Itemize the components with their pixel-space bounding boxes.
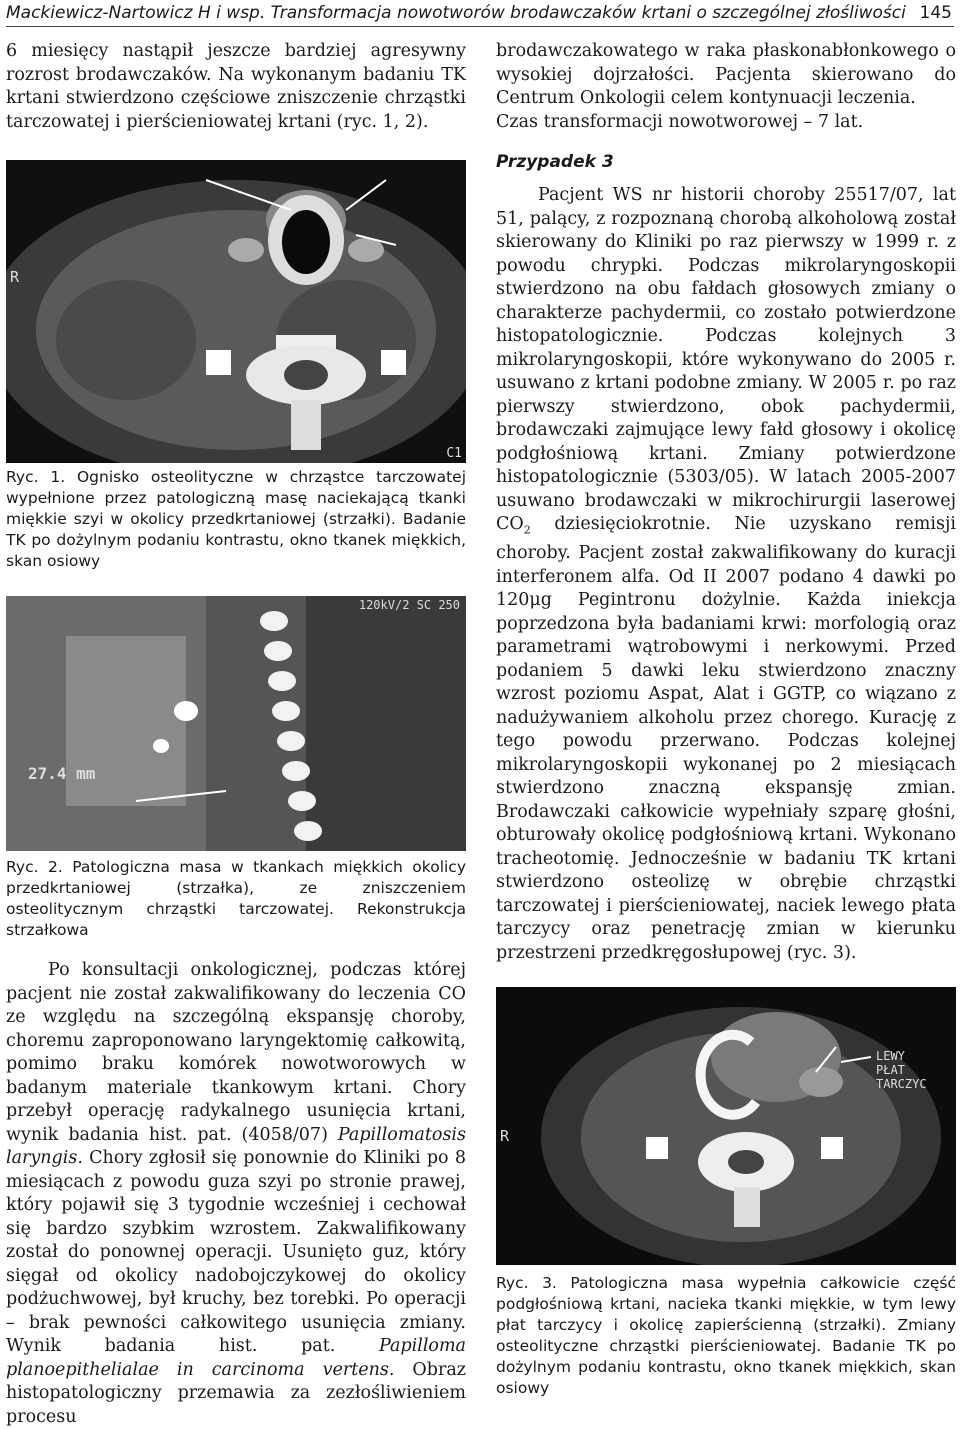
- figure-2-caption: Ryc. 2. Patologiczna masa w tkankach miękkich okolicy przedkrtaniowej (strzałka), ze zniszczeniem osteolitycznym chrząstki tarczowatej. Rekonstrukcja strzałkowa: [6, 858, 466, 939]
- italic-diagnosis-1: Papillomatosis laryngis: [6, 1124, 466, 1168]
- ct-reconstruction-image: [6, 596, 466, 851]
- anatomy-label-1: LEWY: [876, 1049, 905, 1063]
- subscript: 2: [523, 523, 531, 537]
- figure-1-caption: Ryc. 1. Ognisko osteolityczne w chrząstce tarczowatej wypełnione przez patologiczną masę naciekającą tkanki miękkie szyi w okolicy przedkrtaniowej (strzałki). Badanie TK po dożylnym podaniu kontrastu, okno tkanek miękkich, skan osiowy: [6, 468, 466, 570]
- left-body-paragraph: [6, 959, 466, 1429]
- figure-3-ct-axial: [496, 987, 956, 1265]
- italic-diagnosis-2: Papilloma planoepithelialae in carcinoma vertens: [6, 1336, 466, 1380]
- figure-3-caption: Ryc. 3. Patologiczna masa wypełnia całkowicie część podgłośniową krtani, nacieka tkanki miękkie, w tym lewy płat tarczycy i okolicę zapierścienną (strzałki). Zmiany osteolityczne chrząstki pierścieniowatej. Badanie TK po dożylnym podaniu kontrastu, okno tkanek miękkich, skan osiowy: [496, 1274, 956, 1397]
- side-marker-r: R: [10, 268, 20, 286]
- continuation-paragraph: brodawczakowatego w raka płaskonabłonkowego o wysokiej dojrzałości. Pacjenta skierowano do Centrum Onkologii celem kontynuacji leczenia.: [496, 41, 956, 108]
- measurement-readout: 27.4 mm: [28, 764, 96, 783]
- ct-scan-image: [6, 160, 466, 463]
- running-header: [6, 0, 954, 27]
- section-title-case-3: Przypadek 3: [496, 152, 614, 172]
- running-title: Mackiewicz-Nartowicz H i wsp. Transformacja nowotworów brodawczaków krtani o szczególnej złośliwości: [6, 3, 906, 23]
- transformation-time: Czas transformacji nowotworowej – 7 lat.: [496, 111, 864, 132]
- text-segment: Pacjent WS nr historii choroby 25517/07, lat 51, palący, z rozpoznaną chorobą alkoholową został skierowany do Kliniki po raz pierwszy w 1999 r. z powodu chrypki. Podczas mikrolaryngoskopii stwierdzono na obu fałdach głosowych zmiany o charakterze pachydermii, co zostało potwierdzone histopatologicznie. Podczas kolejnych 3 mikrolaryngoskopii, które wykonywano do 2005 r. usuwano z krtani podobne zmiany. W 2005 r. po raz pierwszy stwierdzono, obok pachydermii, brodawczaki zajmujące lewy fałd głosowy i okolicę podgłośniową krtani. Zmiany potwierdzone histopatologicznie (5303/05). W latach 2005-2007 usuwano brodawczaki w mikrochirurgii laserowej CO: [496, 185, 956, 534]
- figure-1-ct-axial: [6, 160, 466, 463]
- right-column: [496, 40, 956, 1399]
- case-3-paragraph: [496, 184, 956, 965]
- text-segment: Po konsultacji onkologicznej, podczas której pacjent nie został zakwalifikowany do leczenia CO ze względu na szczególną ekspansję choroby, choremu zaproponowano laryngektomię całkowitą, pomimo braku komórek nowotworowych w badanym materiale tkankowym krtani. Chory przebył operację radykalnego usunięcia krtani, wynik badania hist. pat. (4058/07): [6, 960, 466, 1145]
- intro-paragraph: 6 miesięcy nastąpił jeszcze bardziej agresywny rozrost brodawczaków. Na wykonanym badaniu TK krtani stwierdzono częściowe zniszczenie chrząstki tarczowatej i pierścieniowatej krtani (ryc. 1, 2).: [6, 41, 466, 132]
- side-marker-r: R: [500, 1127, 510, 1145]
- slice-marker: C1: [446, 446, 462, 461]
- figure-2-ct-sagittal: [6, 596, 466, 851]
- page-number: 145: [919, 3, 952, 23]
- left-column: [6, 40, 466, 1429]
- anatomy-label-2: PŁAT TARCZYC: [876, 1063, 927, 1091]
- ct-scan-image: [496, 987, 956, 1265]
- text-segment: dziesięciokrotnie. Nie uzyskano remisji choroby. Pacjent został zakwalifikowany do kuracji interferonem alfa. Od II 2007 podano 4 dawki po 120μg Pegintronu dożylnie. Każda iniekcja poprzedzona była badaniami krwi: morfologią oraz parametrami wątrobowymi i nerkowymi. Przed podaniem 5 dawki leku stwierdzono znaczny wzrost poziomu Aspat, Alat i GGTP, co wiązano z nadużywaniem alkoholu przez chorego. Kurację z tego powodu przerwano. Podczas kolejnej mikrolaryngoskopii wykonanej po 2 miesiącach stwierdzono znaczną ekspansję zmian. Brodawczaki całkowicie wypełniały szparę głośni, obturowały okolicę podgłośniową krtani. Wykonano tracheotomię. Jednocześnie w badaniu TK krtani stwierdzono osteolizę w obrębie chrząstki tarczowatej i pierścieniowatej, naciek lewego płata tarczycy oraz penetrację zmian w kierunku przestrzeni przedkręgosłupowej (ryc. 3).: [496, 514, 956, 963]
- text-segment: . Obraz histopatologiczny przemawia za zezłośliwieniem procesu: [6, 1359, 466, 1427]
- text-segment: . Chory zgłosił się ponownie do Kliniki po 8 miesiącach z powodu guza szyi po stronie prawej, który pojawił się 3 tygodnie wcześniej i cechował się bardzo szybkim wzrostem. Zakwalifikowany został do ponownej operacji. Usunięto guz, który sięgał od okolicy nadobojczykowej do okolicy podżuchwowej, był kruchy, bez torebki. Po operacji – brak pewności całkowitego usunięcia zmiany. Wynik badania hist. pat.: [6, 1148, 466, 1356]
- scan-parameters: 120kV/2 SC 250: [358, 598, 460, 612]
